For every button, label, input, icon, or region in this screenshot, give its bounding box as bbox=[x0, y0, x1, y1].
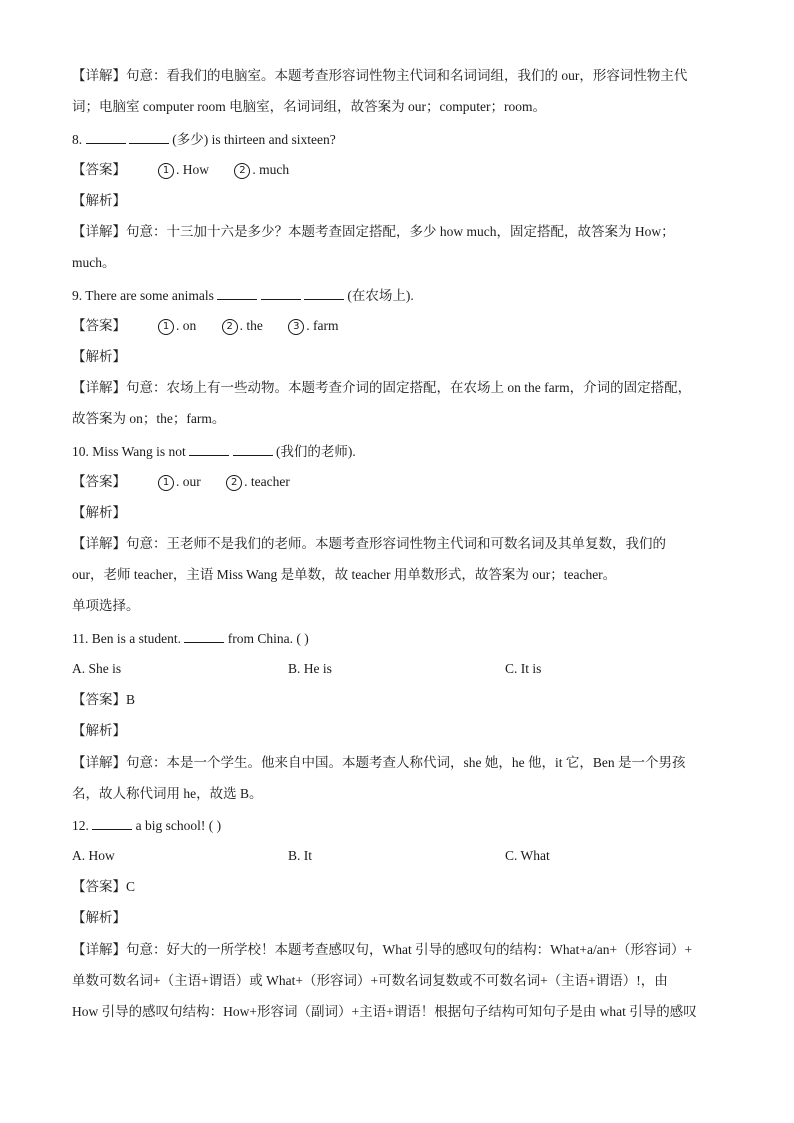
q9-stem: (在农场上). bbox=[347, 288, 414, 303]
q9-detail-line-2: 故答案为 on；the；farm。 bbox=[72, 411, 226, 426]
q10-number: 10. Miss Wang is not bbox=[72, 444, 186, 459]
q12-number: 12. bbox=[72, 818, 89, 833]
q12-stem: a big school! ( ) bbox=[135, 818, 222, 833]
q10-answer-2 bbox=[226, 472, 290, 492]
q12-detail-line-3: How 引导的感叹句结构：How+形容词（副词）+主语+谓语！根据句子结构可知句子是由 what 引导的感叹 bbox=[72, 1004, 697, 1019]
q8-answer-1-text: . How bbox=[176, 162, 209, 177]
q8-answer-1 bbox=[158, 160, 209, 180]
q8-answer-2 bbox=[234, 160, 289, 180]
q8-question bbox=[72, 129, 336, 150]
q8-answers bbox=[158, 160, 311, 180]
q11-option-a: A. She is bbox=[72, 661, 122, 676]
q11-detail-line-1: 【详解】句意：本是一个学生。他来自中国。本题考查人称代词，she 她，he 他，it 它，Ben 是一个男孩 bbox=[72, 755, 686, 770]
q8-answer-label: 【答案】 bbox=[72, 162, 126, 177]
q10-blank-2 bbox=[233, 441, 273, 456]
q8-blank-2 bbox=[129, 129, 169, 144]
q9-blank-3 bbox=[304, 285, 344, 300]
q10-answer-row bbox=[72, 472, 290, 492]
q10-answers bbox=[158, 472, 312, 492]
q9-answer-1-text: . on bbox=[176, 318, 197, 333]
q10-detail-line-2: our，老师 teacher，主语 Miss Wang 是单数，故 teacher 用单数形式，故答案为 our；teacher。 bbox=[72, 567, 617, 582]
q10-answer-1-text: . our bbox=[176, 474, 201, 489]
q9-answer-3-text: . farm bbox=[306, 318, 339, 333]
q12-question bbox=[72, 815, 221, 836]
q10-blank-1 bbox=[189, 441, 229, 456]
circled-number-icon: 3 bbox=[288, 319, 304, 335]
q12-option-c: C. What bbox=[505, 848, 550, 863]
q12-detail-line-1: 【详解】句意：好大的一所学校！本题考查感叹句，What 引导的感叹句的结构：What+a/an+（形容词）+ bbox=[72, 942, 693, 957]
q7-detail-line-1: 【详解】句意：看我们的电脑室。本题考查形容词性物主代词和名词词组，我们的 our，形容词性物主代 bbox=[72, 68, 688, 83]
q10-stem: (我们的老师). bbox=[275, 444, 356, 459]
q9-answer-2-text: . the bbox=[239, 318, 263, 333]
q12-options bbox=[72, 846, 727, 866]
circled-number-icon: 1 bbox=[158, 475, 174, 491]
q11-question bbox=[72, 628, 309, 649]
q11-options bbox=[72, 659, 727, 679]
q11-detail-line-2: 名，故人称代词用 he，故选 B。 bbox=[72, 786, 263, 801]
circled-number-icon: 1 bbox=[158, 319, 174, 335]
q9-answer-1 bbox=[158, 316, 196, 336]
q10-answer-label: 【答案】 bbox=[72, 474, 126, 489]
circled-number-icon: 2 bbox=[234, 163, 250, 179]
circled-number-icon: 2 bbox=[226, 475, 242, 491]
q8-detail-line-1: 【详解】句意：十三加十六是多少？本题考查固定搭配，多少 how much，固定搭配，故答案为 How； bbox=[72, 224, 675, 239]
q9-analysis-label: 【解析】 bbox=[72, 349, 126, 364]
q10-answer-2-text: . teacher bbox=[244, 474, 290, 489]
q9-answer-2 bbox=[222, 316, 263, 336]
q11-option-b: B. He is bbox=[288, 661, 332, 676]
q9-question bbox=[72, 285, 414, 306]
q9-answer-3 bbox=[288, 316, 338, 336]
q12-analysis-label: 【解析】 bbox=[72, 910, 126, 925]
q12-answer: 【答案】C bbox=[72, 879, 136, 894]
circled-number-icon: 2 bbox=[222, 319, 238, 335]
q9-blank-2 bbox=[261, 285, 301, 300]
section-heading: 单项选择。 bbox=[72, 598, 140, 613]
q8-detail-line-2: much。 bbox=[72, 255, 116, 270]
q12-option-a: A. How bbox=[72, 848, 115, 863]
q10-analysis-label: 【解析】 bbox=[72, 505, 126, 520]
q10-detail-line-1: 【详解】句意：王老师不是我们的老师。本题考查形容词性物主代词和可数名词及其单复数，我们的 bbox=[72, 536, 666, 551]
q10-answer-1 bbox=[158, 472, 201, 492]
q11-answer: 【答案】B bbox=[72, 692, 136, 707]
q7-detail-line-2: 词；电脑室 computer room 电脑室，名词词组，故答案为 our；computer；room。 bbox=[72, 99, 546, 114]
q9-number: 9. There are some animals bbox=[72, 288, 214, 303]
q8-number: 8. bbox=[72, 132, 83, 147]
q9-answer-label: 【答案】 bbox=[72, 318, 126, 333]
q11-analysis-label: 【解析】 bbox=[72, 723, 126, 738]
q11-blank bbox=[184, 628, 224, 643]
q8-answer-row bbox=[72, 160, 290, 180]
q11-stem: from China. ( ) bbox=[227, 631, 309, 646]
q11-number: 11. Ben is a student. bbox=[72, 631, 181, 646]
q9-answer-row bbox=[72, 316, 339, 336]
q8-stem: (多少) is thirteen and sixteen? bbox=[172, 132, 336, 147]
q9-answers bbox=[158, 316, 360, 336]
q8-analysis-label: 【解析】 bbox=[72, 193, 126, 208]
q12-option-b: B. It bbox=[288, 848, 313, 863]
q12-blank bbox=[92, 815, 132, 830]
q12-detail-line-2: 单数可数名词+（主语+谓语）或 What+（形容词）+可数名词复数或不可数名词+（主语+谓语）!，由 bbox=[72, 973, 668, 988]
q10-question bbox=[72, 441, 356, 462]
q9-detail-line-1: 【详解】句意：农场上有一些动物。本题考查介词的固定搭配，在农场上 on the farm，介词的固定搭配， bbox=[72, 380, 692, 395]
q9-blank-1 bbox=[217, 285, 257, 300]
q8-answer-2-text: . much bbox=[252, 162, 290, 177]
q8-blank-1 bbox=[86, 129, 126, 144]
q11-option-c: C. It is bbox=[505, 661, 542, 676]
circled-number-icon: 1 bbox=[158, 163, 174, 179]
